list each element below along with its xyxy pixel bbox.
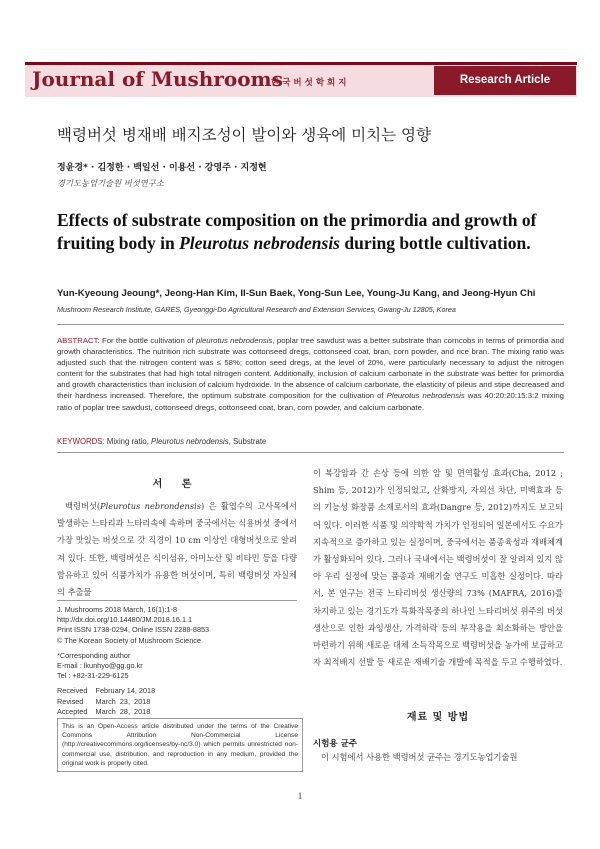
abstract-text-1: For the bottle cultivation of	[99, 336, 196, 345]
intro-text-a: 백령버섯(	[65, 501, 101, 511]
abstract-text-3: was 40:20:20:15:3:2 mixing ratio of poplar tree sawdust, cottonseed dregs, cottonseed coat, bran, corn powder, and calcium carbonate.	[57, 391, 564, 412]
abstract-top-rule	[57, 324, 564, 325]
citation: J. Mushrooms 2018 March, 16(1):1-8	[57, 605, 178, 614]
authors-english: Yun-Kyeoung Jeoung*, Jeong-Han Kim, Il-Sun Baek, Yong-Sun Lee, Young-Ju Kang, and Jeong-Hyun Chi	[57, 288, 536, 299]
introduction-heading: 서 론	[152, 479, 200, 490]
abstract-bottom-rule	[57, 452, 564, 453]
title-english	[57, 209, 562, 254]
abstract-species-2: Pleurotus nebrodensis	[386, 391, 465, 401]
journal-title: Journal of Mushrooms	[32, 67, 283, 91]
strain-paragraph: 이 시험에서 사용한 백령버섯 균주는 경기도농업기술원	[321, 752, 518, 762]
copyright: © The Korean Society of Mushroom Science	[57, 635, 201, 645]
materials-methods-heading: 재료 및 방법	[406, 712, 470, 723]
authors-korean: 정윤경* · 김정한 · 백일선 · 이용선 · 강영주 · 지정현	[57, 163, 267, 173]
keywords-text-1: Mixing ratio,	[104, 437, 152, 446]
title-korean: 백령버섯 병재배 배지조성이 발이와 생육에 미치는 영향	[57, 126, 431, 144]
introduction-paragraph-left	[57, 498, 297, 601]
corresponding-author: *Corresponding author	[57, 650, 131, 660]
article-type-badge: Research Article	[434, 66, 576, 95]
issn: Print ISSN 1738-0294, Online ISSN 2288-8853	[57, 625, 210, 635]
keywords	[57, 437, 266, 446]
abstract-text-2: , poplar tree sawdust was a better substrate than corncobs in terms of primordia and growth characteristics. The nutrition rich substrate was cottonseed dregs, cottonseed coat, bran, corn powder, and rice bran. The mixing ratio was adjusted such that the nitrogen content was ≤ 58%; cotton seed dregs, at the level of 20%, were particularly necessary to adjust the nitrogen content for the substrates that had high total nitrogen content. Additionally, inclusion of calcium carbonate in the substrate was better for primordia and growth characteristics than inclusion of calcium hydroxide. In the absence of calcium carbonate, the elasticity of pileus and stipe decreased and their hardness increased. Therefore, the optimum substrate composition for the cultivation of	[57, 336, 564, 401]
received-date: Received February 14, 2018	[57, 686, 156, 696]
abstract-species-1: pleurotus nebrodensis	[195, 336, 273, 345]
email[interactable]: E-mail : lkunhyo@gg.go.kr	[57, 661, 143, 671]
affiliation-english: Mushroom Research Institute, GARES, Gyeonggi-Do Agricultural Research and Extension Services, Gwang-Ju 12805, Korea	[57, 305, 456, 314]
keywords-species: Pleurotus nebrodensis	[151, 437, 229, 446]
revised-date: Revised March 23, 2018	[57, 696, 151, 706]
introduction-paragraph-right: 이 복강암과 간 손상 등에 의한 암 및 면역활성 효과(Cha, 2012 ; Shim 등, 2012)가 인정되었고, 산화방지, 자외선 차단, 미백효과 등의 기능성 화장품 소재로서의 효과(Dangre 등, 2012)까지도 보고되어 있다. 이러한 식품 및 의약학적 가치가 인정되어 일본에서도 수요가 지속적으로 증가하고 있는 실정이며, 중국에서는 품종육성과 재배체계가 활성화되어 있다. 그러나 국내에서는 백령버섯이 잘 알려져 있지 않아 우리 실정에 맞는 품종과 재배기술 연구도 미흡한 실정이다. 따라서, 본 연구는 전국 느타리버섯 생산량의 73% (MAFRA, 2016)를 차지하고 있는 경기도가 특화작목중의 하나인 느타리버섯 위주의 버섯생산으로 인한 과잉생산, 가격하락 등의 부작용을 최소화하는 방안을 마련하기 위해 새로운 대체 소득작목으로 백령버섯을 농가에 보급하고자 최적배지 선발 등 새로운 재배기술 개발에 목적을 두고 수행하였다.	[313, 468, 563, 668]
title-english-species: Pleurotus nebrodensis	[179, 232, 340, 253]
accepted-date: Accepted March 28, 2018	[57, 706, 151, 716]
strain-subheading: 시험용 균주	[313, 739, 358, 749]
telephone: Tel : +82-31-229-6125	[57, 671, 129, 681]
journal-korean-title: 한국버섯학회지	[271, 78, 350, 88]
keywords-text-2: , Substrate	[228, 437, 267, 446]
keywords-label: KEYWORDS:	[57, 437, 105, 446]
affiliation-korean: 경기도농업기술원 버섯연구소	[57, 178, 164, 188]
title-english-part1: Effects of substrate composition on the primordia and growth of fruiting body in	[57, 210, 537, 253]
license-box	[57, 718, 303, 772]
page-number: 1	[297, 791, 303, 801]
article-info-box	[57, 600, 297, 717]
intro-species: Pleurotus nebrondensis	[100, 501, 201, 511]
doi-link[interactable]: http://dx.doi.org/10.14480/JM.2018.16.1.1	[57, 615, 193, 625]
intro-text-b: ) 은 활엽수의 고사목에서 발생하는 느타리과 느타리속에 속하며 중국에서는 식용버섯 중에서 가장 맛있는 버섯으로 갓 직경이 10 cm 이상인 대형버섯으로 알려져 있다. 또한, 백령버섯은 식이섬유, 아미노산 및 비타민 등을 다량 함유하고 있어 식품가치가 유용한 버섯이며, 특히 백령버섯 자실체의 추출물	[57, 501, 297, 598]
title-english-part2: during bottle cultivation.	[340, 232, 531, 253]
abstract	[57, 335, 564, 413]
abstract-label: ABSTRACT:	[57, 336, 100, 345]
license-text: This is an Open-Access article distributed under the terms of the Creative Commons Attribution Non-Commercial License (http://creativecommons.org/licenses/by-nc/3.0) which permits unrestricted non-commercial use, distribution, and reproduction in any medium, provided the original work is properly cited.	[62, 723, 298, 767]
